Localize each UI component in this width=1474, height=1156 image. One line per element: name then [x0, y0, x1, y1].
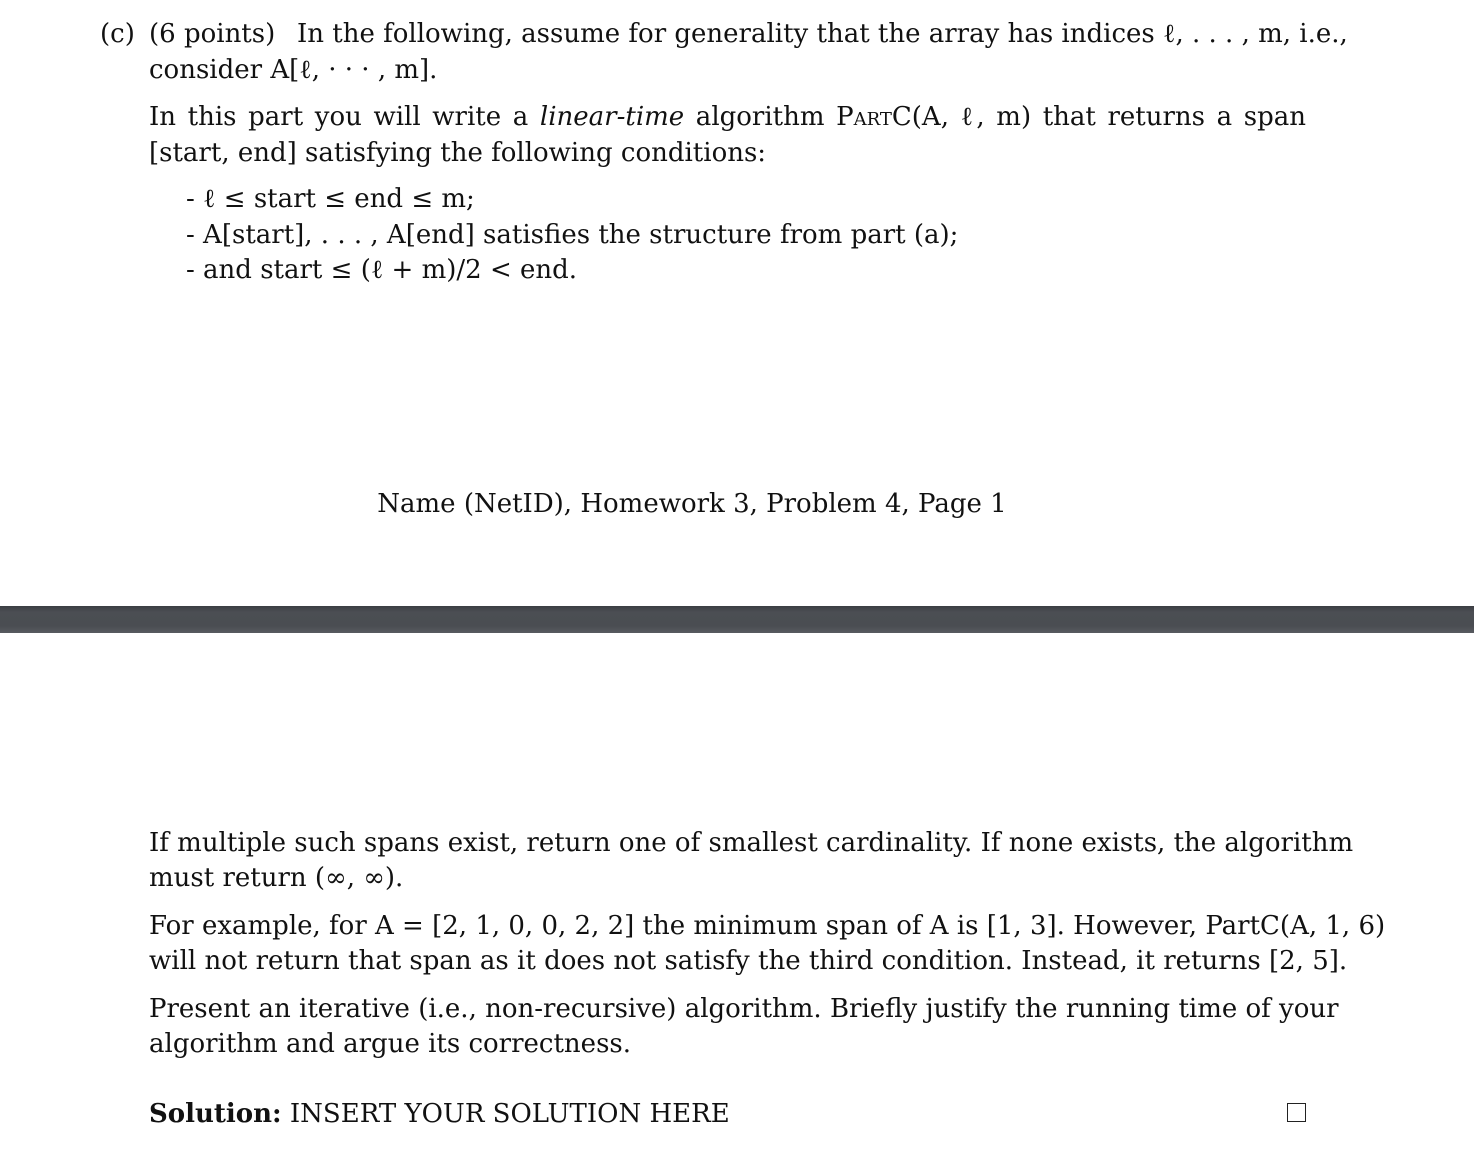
- paragraph-line-2: [start, end] satisfying the following conditions:: [149, 138, 767, 168]
- condition-1: - ℓ ≤ start ≤ end ≤ m;: [186, 184, 475, 214]
- paragraph-iterative-line-1: Present an iterative (i.e., non-recursive) algorithm. Briefly justify the running time of your: [149, 994, 1339, 1024]
- solution-line: [149, 1096, 730, 1132]
- points-label: (6 points): [149, 19, 276, 49]
- qed-box-icon: [1287, 1103, 1306, 1122]
- part-c-label: (c): [100, 19, 135, 49]
- condition-2: - A[start], . . . , A[end] satisfies the structure from part (a);: [186, 220, 959, 250]
- intro-line-2: consider A[ℓ, · · · , m].: [149, 55, 438, 85]
- page-footer: Name (NetID), Homework 3, Problem 4, Page 1: [377, 489, 1007, 519]
- paragraph-multiple-spans-line-1: If multiple such spans exist, return one of smallest cardinality. If none exists, the algorithm: [149, 828, 1354, 858]
- solution-placeholder[interactable]: INSERT YOUR SOLUTION HERE: [289, 1099, 730, 1129]
- intro-line-1: In the following, assume for generality that the array has indices ℓ, . . . , m, i.e.,: [297, 19, 1348, 49]
- paragraph-iterative-line-2: algorithm and argue its correctness.: [149, 1029, 632, 1059]
- paragraph-multiple-spans-line-2: must return (∞, ∞).: [149, 863, 404, 893]
- solution-label: Solution:: [149, 1099, 282, 1129]
- paragraph-line-1: In this part you will write a linear-time algorithm PartC(A, ℓ, m) that returns a span: [149, 102, 1306, 132]
- page-divider: [0, 606, 1474, 633]
- condition-3: - and start ≤ (ℓ + m)/2 < end.: [186, 255, 578, 285]
- paragraph-example-line-1: For example, for A = [2, 1, 0, 0, 2, 2] the minimum span of A is [1, 3]. However, PartC(A, 1, 6): [149, 911, 1386, 941]
- paragraph-example-line-2: will not return that span as it does not satisfy the third condition. Instead, it returns [2, 5].: [149, 946, 1348, 976]
